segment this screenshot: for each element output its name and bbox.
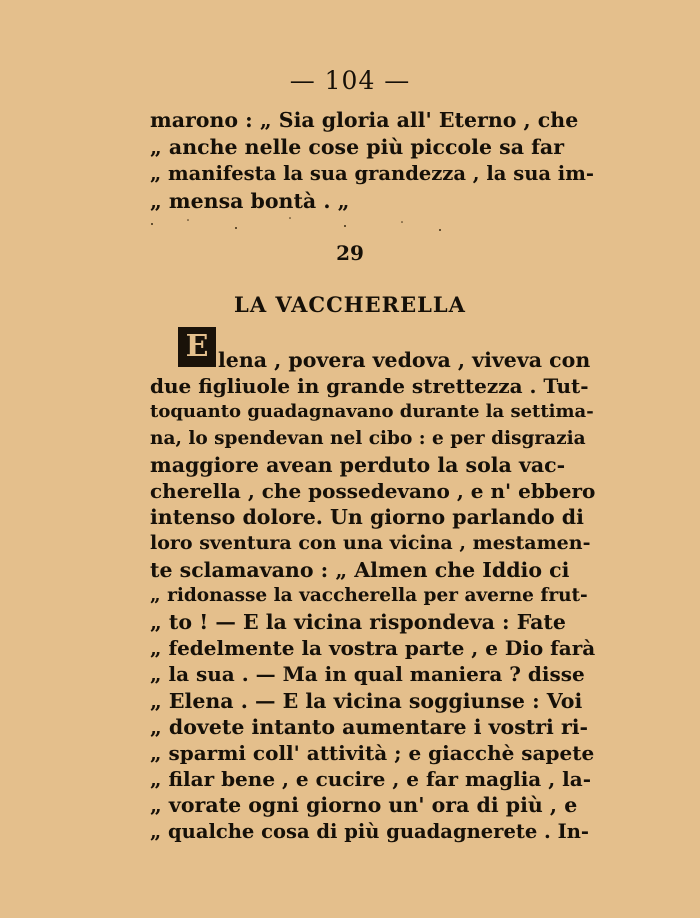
text-line: „ vorate ogni giorno un' ora di più , e — [150, 793, 578, 818]
text-line: „ fedelmente la vostra parte , e Dio farà — [150, 636, 595, 661]
text-line: te sclamavano : „ Almen che Iddio ci — [150, 557, 570, 582]
text-line: due figliuole in grande strettezza . Tut- — [150, 374, 589, 399]
chapter-title: LA VACCHERELLA — [234, 292, 466, 317]
text-line: „ ridonasse la vaccherella per averne frut- — [150, 584, 588, 606]
text-line: loro sventura con una vicina , mestamen- — [150, 532, 591, 555]
text-line: „ Elena . — E la vicina soggiunse : Voi — [150, 688, 583, 713]
text-line: na, lo spendevan nel cibo : e per disgrazia — [150, 427, 586, 449]
text-line: „ dovete intanto aumentare i vostri ri- — [150, 714, 589, 739]
page-number: — 104 — — [289, 66, 411, 95]
text-line: „ sparmi coll' attività ; e giacchè sapete — [150, 741, 595, 765]
text-line: „ la sua . — Ma in qual maniera ? disse — [150, 662, 585, 687]
text-line: intenso dolore. Un giorno parlando di — [150, 505, 584, 530]
text-line: toquanto guadagnavano durante la settima- — [150, 401, 594, 423]
text-line: „ anche nelle cose più piccole sa far — [150, 135, 565, 159]
text-line: maggiore avean perduto la sola vac- — [150, 452, 566, 477]
chapter-number: 29 — [336, 241, 364, 265]
text-line: „ filar bene , e cucire , e far maglia , la- — [150, 767, 592, 792]
text-line: „ mensa bontà . „ — [150, 189, 350, 213]
text-line: marono : „ Sia gloria all' Eterno , che — [150, 108, 579, 132]
text-line: „ manifesta la sua grandezza , la sua im- — [150, 162, 594, 185]
text-line: cherella , che possedevano , e n' ebbero — [150, 479, 595, 503]
text-line: „ qualche cosa di più guadagnerete . In- — [150, 819, 590, 843]
print-speckle — [140, 210, 480, 236]
text-line: „ to ! — E la vicina rispondeva : Fate — [150, 610, 566, 634]
drop-cap-initial: E — [178, 327, 216, 367]
text-line: lena , povera vedova , viveva con — [218, 348, 591, 372]
